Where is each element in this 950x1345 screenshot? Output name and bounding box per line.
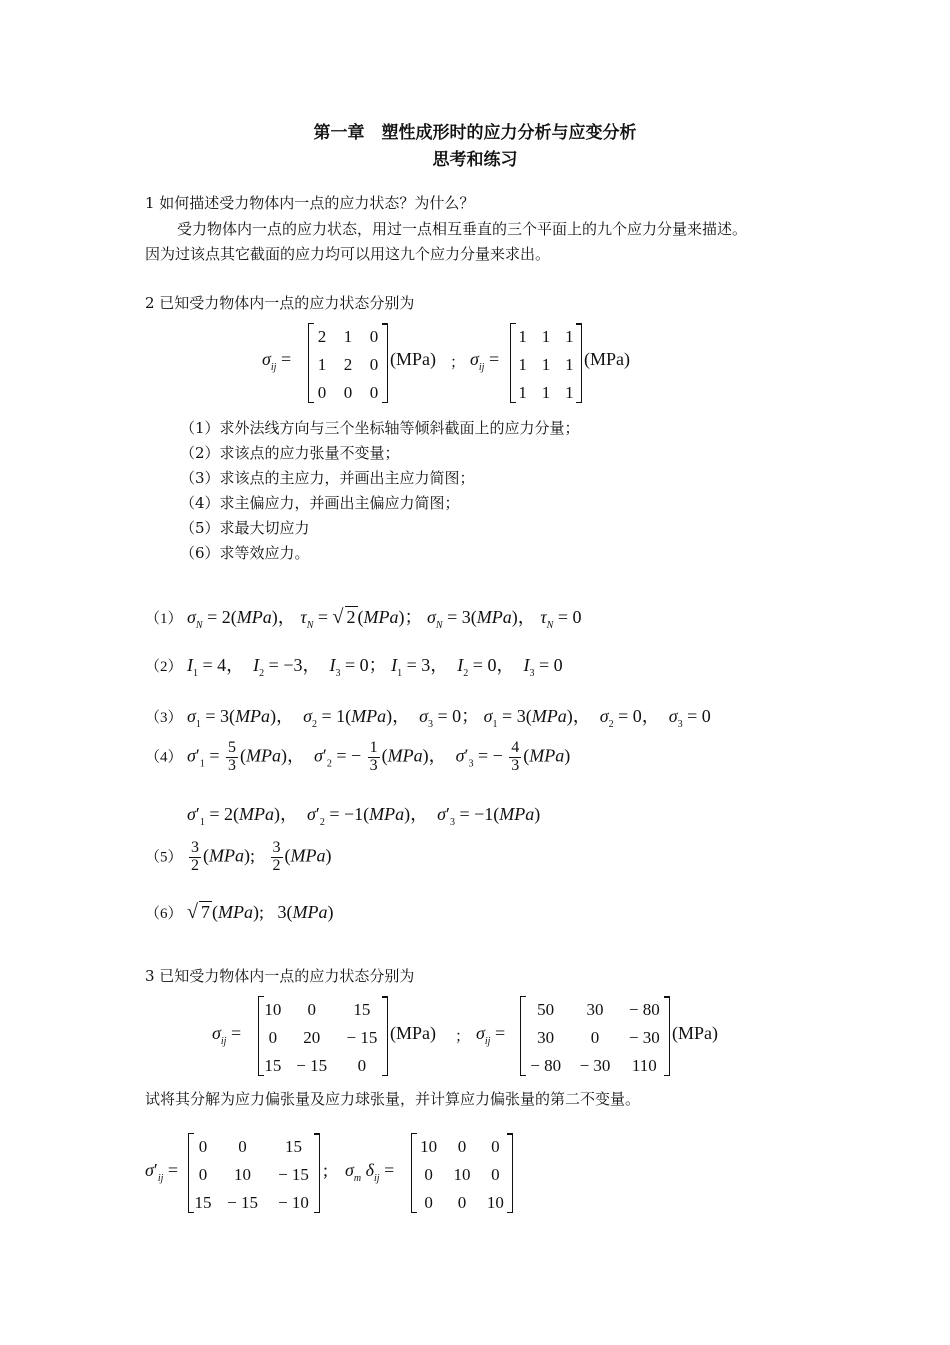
- deviator-matrix: [188, 1133, 320, 1213]
- unit-label: (MPa): [584, 349, 630, 369]
- matrix-row: [259, 1024, 387, 1052]
- matrix-cell: 0: [457, 1193, 467, 1212]
- answer-row-3: （3） $\sigma_1 = 3(MPa)$， $\sigma_2 = 1(MPa)$， $\sigma_3 = 0$； $\sigma_1 = 3(MPa)$， $\sigma_2 = 0$， $\sigma_3 = 0$: [145, 706, 711, 730]
- question-2: 2 已知受力物体内一点的应力状态分别为: [145, 294, 415, 312]
- stress-matrix-3a: [258, 996, 388, 1076]
- matrix-cell: 30: [586, 1000, 604, 1019]
- matrix-cell: − 80: [628, 1000, 660, 1019]
- answer-row-2: （2） $I_1 = 4$， $I_2 = -3$， $I_3 = 0$； $I_1 = 3$， $I_2 = 0$， $I_3 = 0$: [145, 655, 563, 679]
- matrix-cell: − 15: [227, 1193, 258, 1212]
- sigma-ij-label-a: $\sigma_{ij}$ =: [262, 349, 292, 373]
- matrix-cell: 1: [541, 383, 551, 402]
- question-3: 3 已知受力物体内一点的应力状态分别为: [145, 967, 415, 985]
- answer-row-4a: （4） $\sigma'_1$ = $\frac{5}{3}$ (MPa)， $\sigma'_2$ = − $\frac{1}{3}$ (MPa)， $\sigma'_3$ = − $\frac{4}{3}$ (MPa): [145, 739, 571, 774]
- matrix-row: [511, 323, 581, 351]
- matrix-row: [521, 1024, 669, 1052]
- bracket-cap: [507, 1212, 513, 1214]
- task-4: （4）求主偏应力，并画出主偏应力简图；: [180, 494, 460, 512]
- separator-2: ；: [450, 353, 466, 371]
- task-3: （3）求该点的主应力，并画出主应力简图；: [180, 469, 475, 487]
- matrix-cell: 1: [317, 355, 327, 374]
- matrix-cell: 0: [424, 1165, 433, 1184]
- sigma-ij-label-b: $\sigma_{ij}$ =: [470, 349, 500, 373]
- matrix-row: [259, 996, 387, 1024]
- unit-2b: [584, 349, 630, 370]
- matrix-cell: 0: [317, 383, 327, 402]
- matrix-cell: − 15: [346, 1028, 378, 1047]
- matrix-cell: 10: [234, 1165, 252, 1184]
- matrix-cell: 1: [518, 327, 527, 346]
- matrix-cell: 0: [369, 355, 379, 374]
- matrix-cell: 0: [198, 1137, 208, 1156]
- stress-matrix-2a: [308, 323, 388, 403]
- answer-label-6: （6）: [145, 906, 183, 922]
- matrix-row: [511, 379, 581, 407]
- matrix-cell: 0: [424, 1193, 433, 1212]
- answer-label-4: （4）: [145, 749, 183, 766]
- matrix-cell: − 30: [579, 1056, 611, 1075]
- stress-matrix-2a-cells: [309, 323, 387, 407]
- unit-label: (MPa): [390, 349, 436, 369]
- matrix-row: [511, 351, 581, 379]
- bracket-cap: [576, 323, 582, 325]
- stress-matrix-2b: [510, 323, 582, 403]
- matrix-cell: 0: [357, 1056, 367, 1075]
- matrix-row: [189, 1161, 319, 1189]
- stress-matrix-2b-cells: [511, 323, 581, 407]
- unit-2a: [390, 349, 436, 370]
- matrix-row: [521, 996, 669, 1024]
- chapter-title: 第一章 塑性成形时的应力分析与应变分析: [313, 123, 637, 143]
- answer-label-1: （1）: [145, 611, 183, 627]
- matrix-cell: 1: [343, 327, 353, 346]
- matrix-cell: 0: [491, 1165, 500, 1184]
- matrix-cell: 0: [238, 1137, 247, 1156]
- answer-label-2: （2）: [145, 659, 183, 675]
- bracket-cap: [576, 402, 582, 404]
- answer-label-5: （5）: [145, 849, 183, 866]
- matrix-cell: 0: [457, 1137, 467, 1156]
- bracket-cap: [314, 1133, 320, 1135]
- matrix-cell: − 30: [628, 1028, 660, 1047]
- matrix-cell: 20: [303, 1028, 321, 1047]
- matrix-row: [309, 323, 387, 351]
- matrix-cell: 2: [343, 355, 353, 374]
- matrix-cell: 1: [518, 383, 527, 402]
- matrix-cell: − 10: [278, 1193, 309, 1212]
- matrix-cell: 10: [264, 1000, 282, 1019]
- matrix-cell: 1: [565, 327, 574, 346]
- matrix-cell: − 15: [278, 1165, 309, 1184]
- matrix-cell: 15: [194, 1193, 212, 1212]
- matrix-cell: 15: [285, 1137, 303, 1156]
- matrix-cell: 2: [317, 327, 327, 346]
- answer-row-6: （6） √ 7 (MPa); 3(MPa): [145, 901, 334, 923]
- matrix-cell: 10: [420, 1137, 438, 1156]
- matrix-cell: 0: [268, 1028, 278, 1047]
- matrix-cell: 1: [518, 355, 527, 374]
- unit-3b: [672, 1023, 718, 1044]
- spherical-matrix-cells: [412, 1133, 512, 1217]
- bracket-cap: [382, 402, 388, 404]
- matrix-cell: 0: [198, 1165, 208, 1184]
- matrix-row: [189, 1133, 319, 1161]
- answer-label-3: （3）: [145, 710, 183, 726]
- matrix-cell: 10: [453, 1165, 471, 1184]
- matrix-row: [259, 1052, 387, 1080]
- matrix-cell: 0: [491, 1137, 500, 1156]
- unit-3a: [390, 1023, 436, 1044]
- matrix-cell: 1: [541, 327, 551, 346]
- deviator-label: $\sigma'_{ij}$ =: [145, 1160, 179, 1184]
- sigma-ij-label-3a: $\sigma_{ij}$ =: [212, 1023, 242, 1047]
- bracket-cap: [382, 323, 388, 325]
- matrix-cell: 10: [486, 1193, 504, 1212]
- bracket-cap: [382, 1075, 388, 1077]
- matrix-cell: 30: [537, 1028, 555, 1047]
- instruction-3: 试将其分解为应力偏张量及应力球张量，并计算应力偏张量的第二不变量。: [145, 1090, 641, 1108]
- task-1: （1）求外法线方向与三个坐标轴等倾斜截面上的应力分量；: [180, 419, 580, 437]
- question-1: 1 如何描述受力物体内一点的应力状态？为什么？: [145, 194, 475, 212]
- matrix-cell: 1: [565, 355, 574, 374]
- bracket-cap: [664, 996, 670, 998]
- bracket-cap: [382, 996, 388, 998]
- matrix-cell: 0: [590, 1028, 600, 1047]
- matrix-row: [309, 351, 387, 379]
- stress-matrix-3b-cells: [521, 996, 669, 1080]
- task-2: （2）求该点的应力张量不变量；: [180, 444, 400, 462]
- bracket-cap: [314, 1212, 320, 1214]
- matrix-row: [309, 379, 387, 407]
- matrix-row: [412, 1133, 512, 1161]
- answer-row-5: （5） $\frac{3}{2}$ (MPa); $\frac{3}{2}$ (MPa): [145, 839, 332, 874]
- matrix-row: [189, 1189, 319, 1217]
- task-6: （6）求等效应力。: [180, 544, 310, 562]
- sigma-ij-label-3b: $\sigma_{ij}$ =: [476, 1023, 506, 1047]
- spherical-label: $\sigma_m$ $\delta_{ij}$ =: [345, 1160, 395, 1184]
- matrix-cell: 1: [565, 383, 574, 402]
- matrix-cell: 15: [264, 1056, 282, 1075]
- matrix-row: [412, 1189, 512, 1217]
- answer-1-line2: 因为过该点其它截面的应力均可以用这九个应力分量来求出。: [145, 245, 551, 263]
- matrix-cell: 1: [541, 355, 551, 374]
- matrix-cell: 0: [369, 383, 379, 402]
- bracket-cap: [664, 1075, 670, 1077]
- separator-3: ；: [455, 1027, 471, 1045]
- deviator-matrix-cells: [189, 1133, 319, 1217]
- matrix-cell: 50: [537, 1000, 555, 1019]
- matrix-cell: 15: [353, 1000, 371, 1019]
- bracket-cap: [507, 1133, 513, 1135]
- matrix-cell: 110: [631, 1056, 657, 1075]
- matrix-cell: 0: [307, 1000, 316, 1019]
- answer-1-line1: 受力物体内一点的应力状态，用过一点相互垂直的三个平面上的九个应力分量来描述。: [177, 220, 748, 238]
- matrix-cell: 0: [369, 327, 379, 346]
- answer-row-1: （1） $\sigma_N = 2(MPa)$， $\tau_N$ = √ 2 (MPa)； $\sigma_N = 3(MPa)$， $\tau_N = 0$: [145, 606, 582, 631]
- unit-label: (MPa): [390, 1023, 436, 1043]
- answer-row-4b: $\sigma'_1 = 2(MPa)$， $\sigma'_2 = -1(MPa)$， $\sigma'_3 = -1(MPa)$: [187, 804, 541, 828]
- stress-matrix-3a-cells: [259, 996, 387, 1080]
- stress-matrix-3b: [520, 996, 670, 1076]
- matrix-cell: − 80: [530, 1056, 562, 1075]
- spherical-matrix: [411, 1133, 513, 1213]
- section-subtitle: 思考和练习: [432, 150, 518, 170]
- matrix-row: [521, 1052, 669, 1080]
- mid-separator: ;: [323, 1160, 329, 1180]
- matrix-cell: 0: [343, 383, 353, 402]
- task-5: （5）求最大切应力: [180, 519, 310, 537]
- unit-label: (MPa): [672, 1023, 718, 1043]
- matrix-cell: − 15: [296, 1056, 328, 1075]
- matrix-row: [412, 1161, 512, 1189]
